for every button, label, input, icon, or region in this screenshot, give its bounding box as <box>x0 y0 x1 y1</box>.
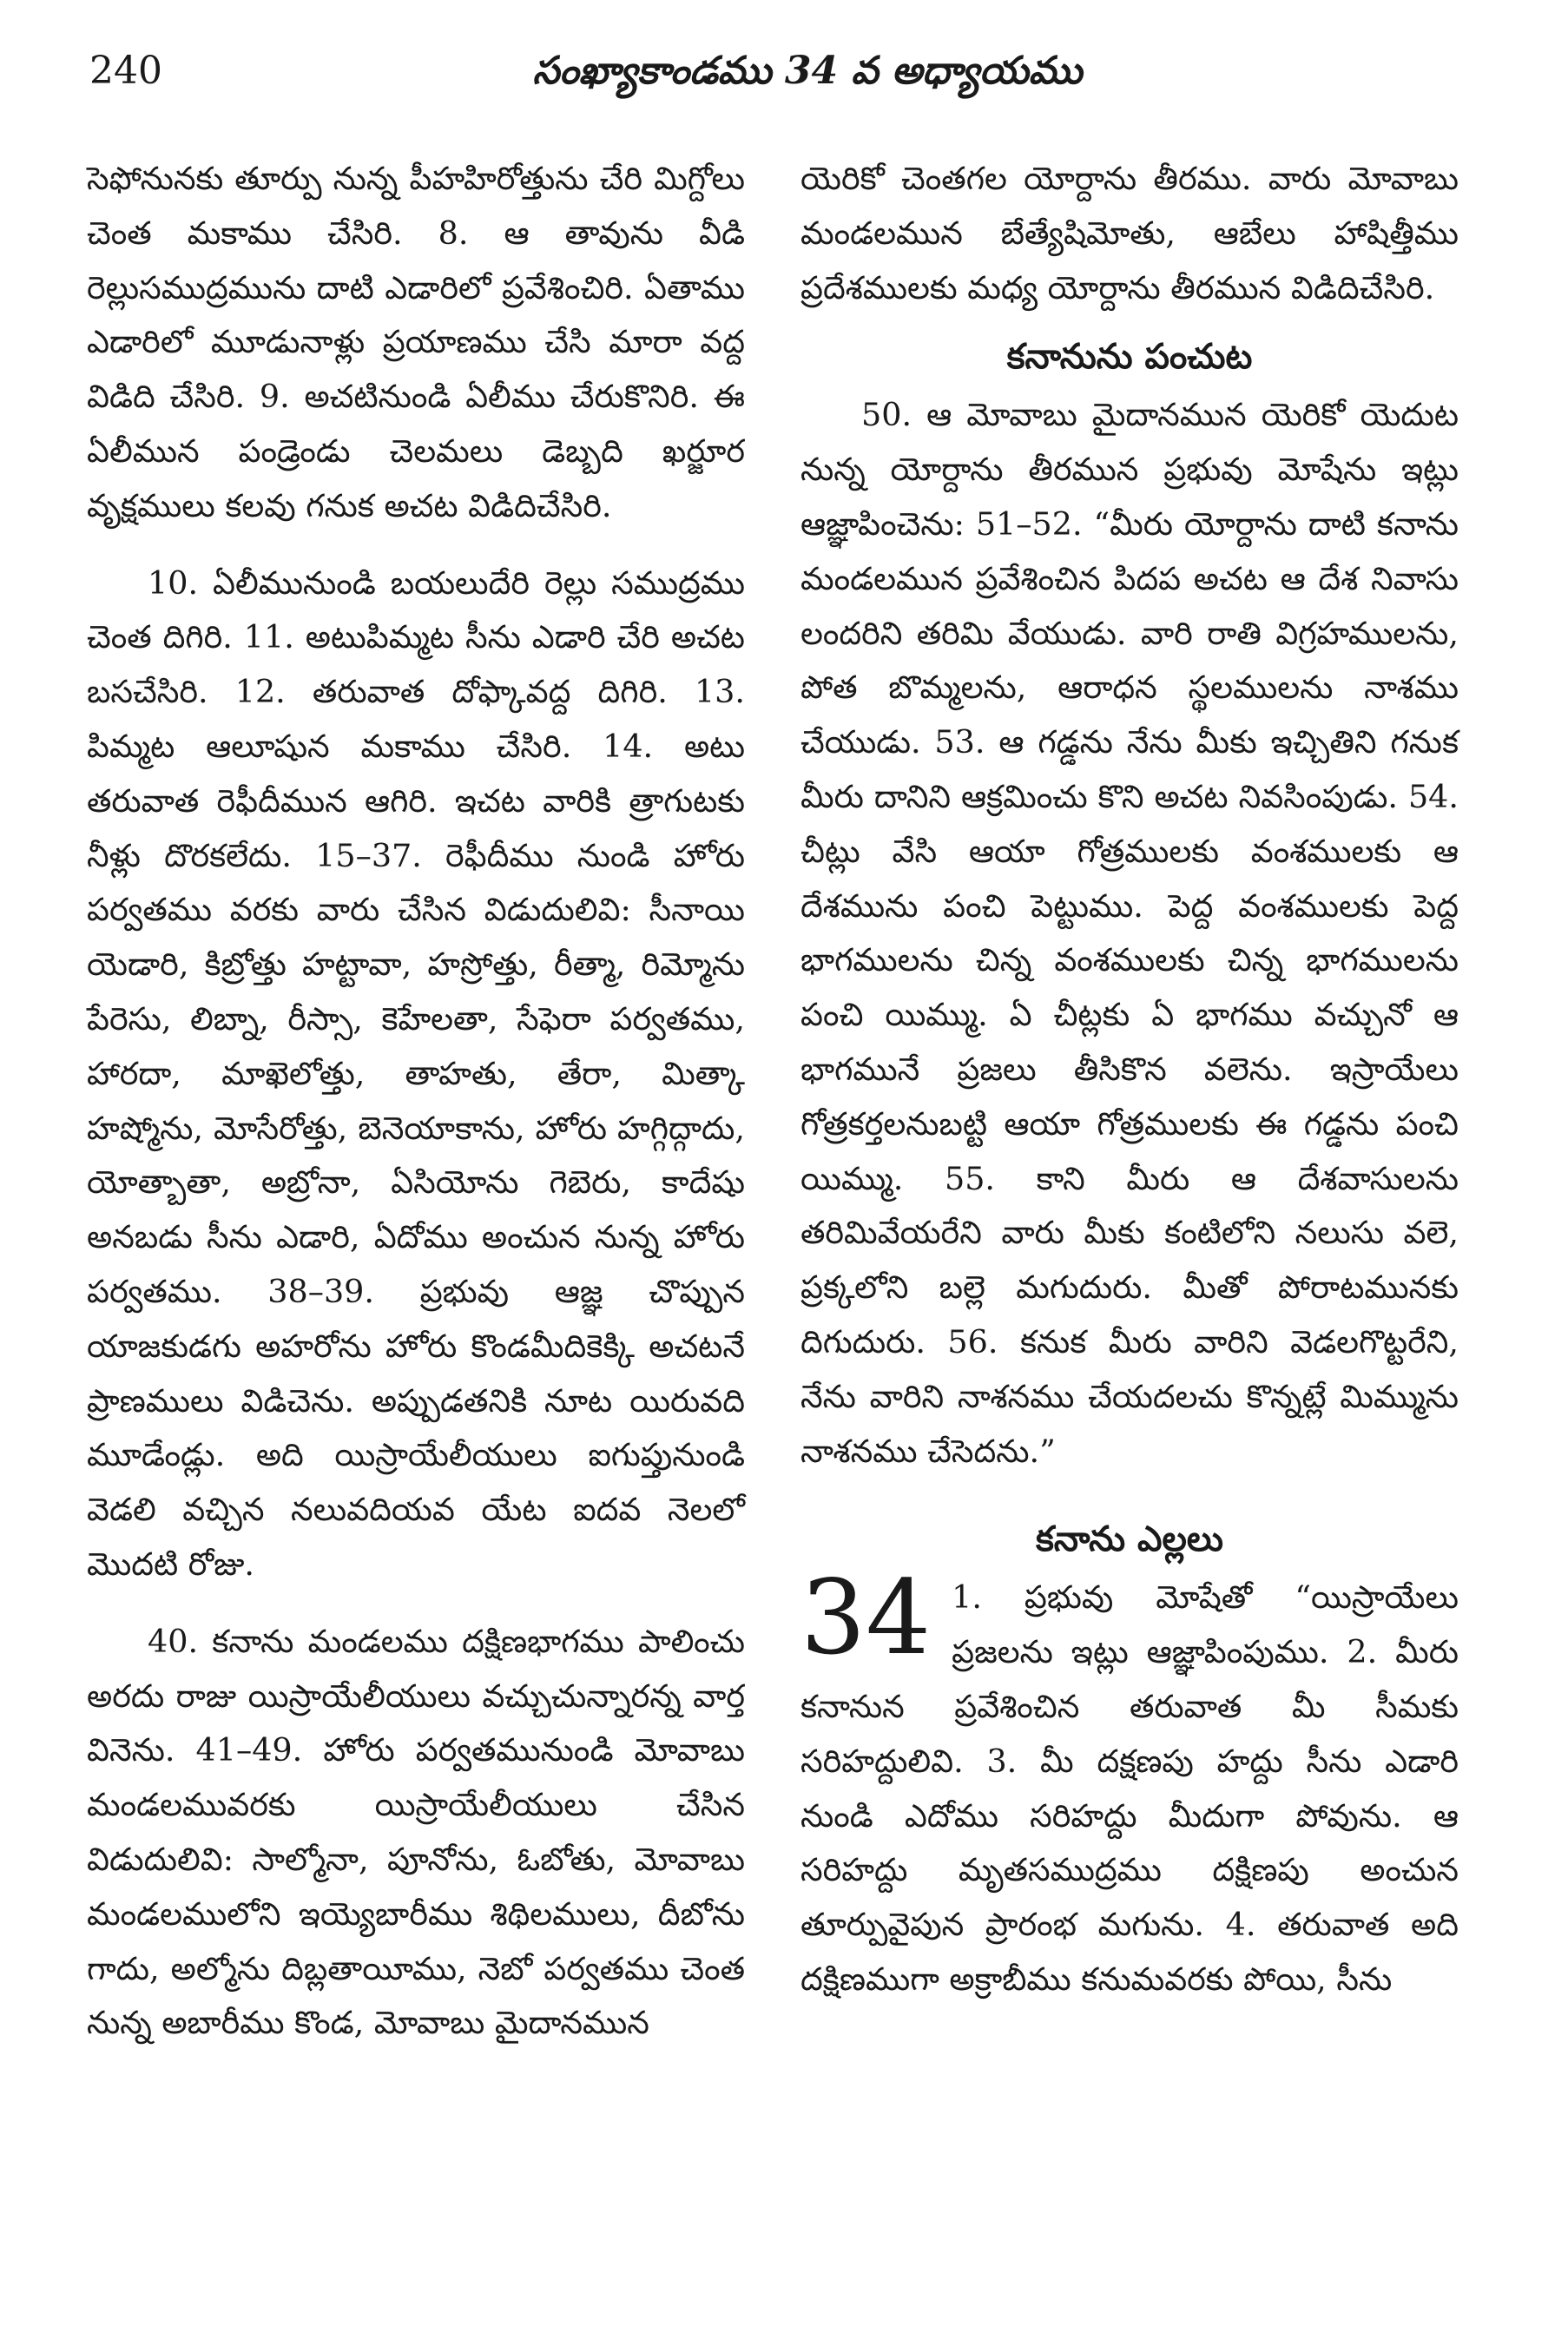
right-column <box>800 152 1459 2007</box>
paragraph: 40. కనాను మండలము దక్షిణభాగము పాలించు అరదు రాజు యిస్రాయేలీయులు వచ్చుచున్నారన్న వార్త వినెను. 41–49. హోరు పర్వతమునుండి మోవాబు మండలమువరకు యిస్రాయేలీయులు చేసిన విడుదులివి: సాల్మోనా, పూనోను, ఓబోతు, మోవాబు మండలములోని ఇయ్యెబారీము శిథిలములు, దీబోను గాదు, అల్మోను దిబ్లతాయీము, నెబో పర్వతము చెంత నున్న అబారీము కొండ, మోవాబు మైదానమున <box>87 1622 745 2042</box>
section-heading: కనానును పంచుట <box>1006 336 1253 378</box>
chapter-number: 34 <box>800 1558 932 1678</box>
paragraph: 50. ఆ మోవాబు మైదానమున యెరికో యెదుట నున్న యోర్దాను తీరమున ప్రభువు మోషేను ఇట్లు ఆజ్ఞాపించెను: 51–52. “మీరు యోర్దాను దాటి కనాను మండలమున ప్రవేశించిన పిదప అచట ఆ దేశ నివాసు లందరిని తరిమి వేయుడు. వారి రాతి విగ్రహములను, పోత బొమ్మలను, ఆరాధన స్థలములను నాశము చేయుడు. 53. ఆ గడ్డను నేను మీకు ఇచ్చితిని గనుక మీరు దానిని ఆక్రమించు కొని అచట నివసింపుడు. 54. చీట్లు వేసి ఆయా గోత్రములకు వంశములకు ఆ దేశమును పంచి పెట్టుము. పెద్ద వంశములకు పెద్ద భాగములను చిన్న వంశములకు చిన్న భాగములను పంచి యిమ్ము. ఏ చీట్లకు ఏ భాగము వచ్చునో ఆ భాగమునే ప్రజలు తీసికొన వలెను. ఇస్రాయేలు గోత్రకర్తలనుబట్టి ఆయా గోత్రములకు ఈ గడ్డను పంచి యిమ్ము. 55. కాని మీరు ఆ దేశవాసులను తరిమివేయరేని వారు మీకు కంటిలోని నలుసు వలె, ప్రక్కలోని బల్లె మగుదురు. మీతో పోరాటమునకు దిగుదురు. 56. కనుక మీరు వారిని వెడలగొట్టరేని, నేను వారిని నాశనము చేయదలచు కొన్నట్లే మిమ్మును నాశనము చేసెదను.” <box>800 396 1459 1470</box>
paragraph: యెరికో చెంతగల యోర్దాను తీరము. వారు మోవాబు మండలమున బేత్యేషిమోతు, ఆబేలు హాషిత్తీము ప్రదేశములకు మధ్య యోర్దాను తీరమున విడిదిచేసిరి. <box>800 160 1459 306</box>
paragraph: 10. ఏలీమునుండి బయలుదేరి రెల్లు సముద్రము చెంత దిగిరి. 11. అటుపిమ్మట సీను ఎడారి చేరి అచట బసచేసిరి. 12. తరువాత దోఫ్కావద్ద దిగిరి. 13. పిమ్మట ఆలూషున మకాము చేసిరి. 14. అటు తరువాత రెఫీదీమున ఆగిరి. ఇచట వారికి త్రాగుటకు నీళ్లు దొరకలేదు. 15–37. రెఫీదీము నుండి హోరు పర్వతము వరకు వారు చేసిన విడుదులివి: సీనాయి యెడారి, కిబ్రోత్తు హట్టావా, హస్రోత్తు, రీత్మా, రిమ్మోను పేరెసు, లిబ్నా, రీస్సా, కెహేలతా, సేఫెరా పర్వతము, హారదా, మాఖెలోత్తు, తాహతు, తేరా, మిత్కా హష్మోను, మోసేరోత్తు, బెనెయాకాను, హోరు హగ్గిద్గాదు, యోత్బాతా, అబ్రోనా, ఏసియోను గెబెరు, కాదేషు అనబడు సీను ఎడారి, ఏదోము అంచున నున్న హోరు పర్వతము. 38–39. ప్రభువు ఆజ్ఞ చొప్పున యాజకుడగు అహరోను హోరు కొండమీదికెక్కి అచటనే ప్రాణములు విడిచెను. అప్పుడతనికి నూట యిరువది మూడేండ్లు. అది యిస్రాయేలీయులు ఐగుప్తునుండి వెడలి వచ్చిన నలువదియవ యేట ఐదవ నెలలో మొదటి రోజు. <box>87 563 745 1583</box>
chapter-opening-paragraph <box>800 1558 1459 2006</box>
page-number: 240 <box>89 49 162 93</box>
paragraph-text: 1. ప్రభువు మోషేతో “యిస్రాయేలు ప్రజలను ఇట్లు ఆజ్ఞాపింపుము. 2. మీరు కనానున ప్రవేశించిన తరువాత మీ సీమకు సరిహద్దులివి. 3. మీ దక్షణపు హద్దు సీను ఎడారి నుండి ఎదోము సరిహద్దు మీదుగా పోవును. ఆ సరిహద్దు మృతసముద్రము దక్షిణపు అంచున తూర్పువైపున ప్రారంభ మగును. 4. తరువాత అది దక్షిణముగా అక్రాబీము కనుమవరకు పోయి, సీను <box>800 1578 1459 1998</box>
section-heading: కనాను ఎల్లలు <box>1035 1519 1224 1560</box>
running-head: సంఖ్యాకాండము 34 వ అధ్యాయము <box>532 49 1083 93</box>
left-column <box>87 152 745 2051</box>
paragraph: సెఫోనునకు తూర్పు నున్న పీహహిరోత్తును చేరి మిగ్దోలు చెంత మకాము చేసిరి. 8. ఆ తావును వీడి రెల్లుసముద్రమును దాటి ఎడారిలో ప్రవేశించిరి. ఏతాము ఎడారిలో మూడునాళ్లు ప్రయాణము చేసి మారా వద్ద విడిది చేసిరి. 9. అచటినుండి ఏలీము చేరుకొనిరి. ఈ ఏలీమున పండ్రెండు చెలమలు డెబ్బది ఖర్జూర వృక్షములు కలవు గనుక అచట విడిదిచేసిరి. <box>87 160 745 524</box>
